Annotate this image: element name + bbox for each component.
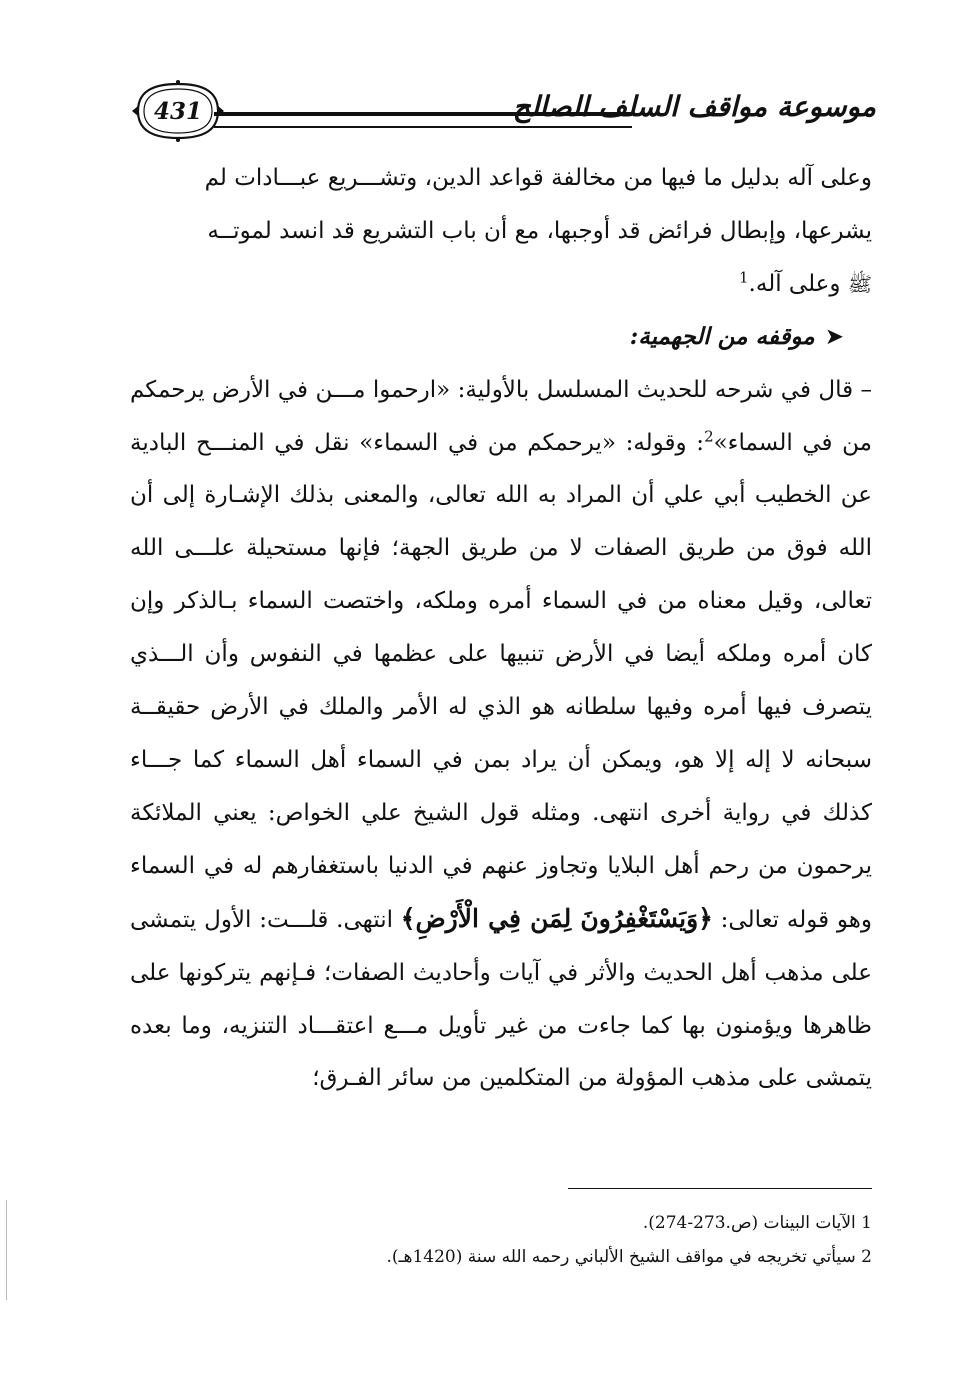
- footnote-divider: [568, 1188, 872, 1189]
- main-text: [130, 152, 872, 1105]
- page-number: 431: [153, 98, 202, 125]
- section-heading: ➤موقفه من الجهمية:: [629, 322, 844, 350]
- footnote-2: 2 سيأتي تخريجه في مواقف الشيخ الألباني رحمه الله سنة (1420هـ).: [386, 1247, 872, 1267]
- text-line: وعلى آله بدليل ما فيها من مخالفة قواعد الدين، وتشـــريع عبـــادات لم: [204, 165, 872, 191]
- footnotes: [130, 1206, 872, 1274]
- text-line: يشرعها، وإبطال فرائض قد أوجبها، مع أن باب التشريع قد انسد لموتــه: [207, 217, 872, 244]
- header-rule: [214, 112, 632, 128]
- scan-edge-mark: [6, 1200, 7, 1300]
- page-header: [128, 72, 876, 152]
- book-title: موسوعة مواقف السلف الصالح: [512, 90, 876, 123]
- footnote-ref-2: 2: [704, 426, 714, 445]
- footnote-ref-1: 1: [739, 268, 749, 287]
- page-number-badge: [130, 78, 226, 144]
- text-line: ﷺ وعلى آله.$^1$: [739, 268, 872, 297]
- quran-verse: ﴿وَيَسْتَغْفِرُونَ لِمَن فِي الْأَرْضِ﴾: [400, 903, 713, 933]
- footnote-1: 1 الآيات البينات (ص.273-274).: [642, 1213, 872, 1233]
- paragraph: – قال في شرحه للحديث المسلسل بالأولية: «ارحموا مـــن في الأرض يرحمكم من في السماء»$^2$: وقوله: «يرحمكم من في السماء» نقل في المنـــح البادية عن الخطيب أبي علي أن المراد به الله تعالى، والمعنى بذلك الإشـارة إلى أن الله فوق من طريق الصفات لا من طريق الجهة؛ فإنها مستحيلة علـــى الله تعالى، وقيل معناه من في السماء أمره وملكه، واختصت السماء بـالذكر وإن كان أمره وملكه أيضا في الأرض تنبيها على عظمها في النفوس وأن الـــذي يتصرف فيها أمره وفيها سلطانه هو الذي له الأمر والملك في الأرض حقيقــة سبحانه لا إله إلا هو، ويمكن أن يراد بمن في السماء أهل السماء كما جـــاء كذلك في رواية أخرى انتهى. ومثله قول الشيخ علي الخواص: يعني الملائكة يرحمون من رحم أهل البلايا وتجاوز عنهم في الدنيا باستغفارهم له في السماء وهو قوله تعالى: ﴿وَيَسْتَغْفِرُونَ لِمَن فِي الْأَرْضِ﴾ انتهى. قلـــت: الأول يتمشى على مذهب أهل الحديث والأثر في آيات وأحاديث الصفات؛ فـإنهم يتركونها على ظاهرها ويؤمنون بها كما جاءت من غير تأويل مـــع اعتقـــاد التنزيه، وما بعده يتمشى على مذهب المؤولة من المتكلمين من سائر الفـرق؛: [130, 376, 873, 1092]
- salawat-glyph: ﷺ: [847, 271, 872, 296]
- arrow-icon: ➤: [824, 323, 844, 350]
